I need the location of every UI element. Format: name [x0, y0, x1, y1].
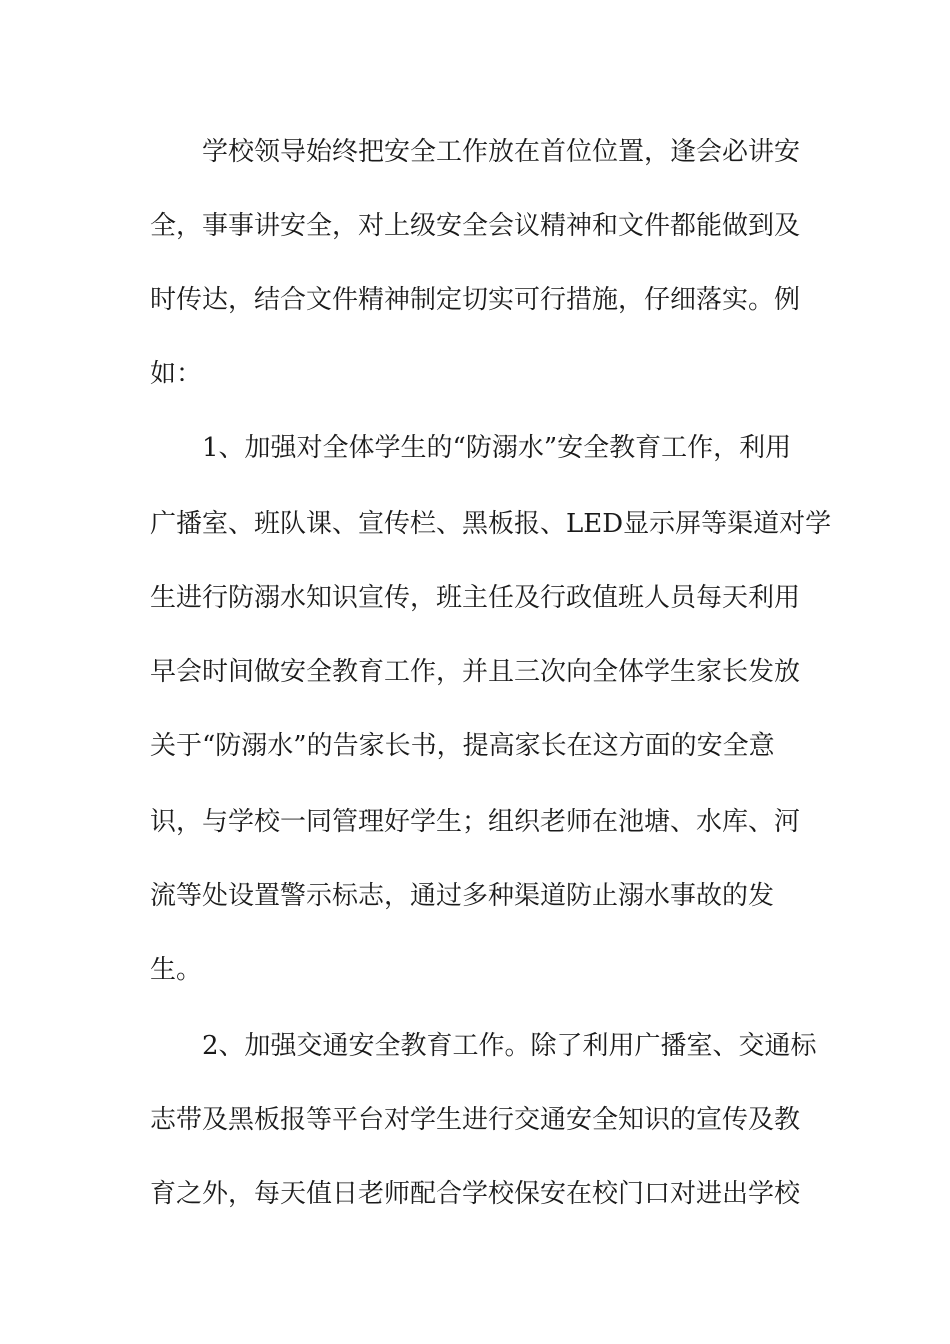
- paragraph-2-line-3: 生进行防溺水知识宣传，班主任及行政值班人员每天利用: [150, 583, 801, 613]
- paragraph-2-line-7: 流等处设置警示标志，通过多种渠道防止溺水事故的发: [150, 881, 775, 911]
- paragraph-3-line-1: 2、加强交通安全教育工作。除了利用广播室、交通标: [202, 1031, 817, 1061]
- paragraph-2-line-4: 早会时间做安全教育工作，并且三次向全体学生家长发放: [150, 657, 801, 687]
- paragraph-1-line-2: 全，事事讲安全，对上级安全会议精神和文件都能做到及: [150, 211, 801, 241]
- paragraph-2-line-1: 1、加强对全体学生的“防溺水”安全教育工作，利用: [202, 433, 792, 463]
- paragraph-2-line-6: 识，与学校一同管理好学生；组织老师在池塘、水库、河: [150, 807, 801, 837]
- paragraph-1-line-3: 时传达，结合文件精神制定切实可行措施，仔细落实。例: [150, 285, 801, 315]
- paragraph-2-line-2: 广播室、班队课、宣传栏、黑板报、LED显示屏等渠道对学: [150, 509, 832, 539]
- paragraph-1-line-4: 如：: [150, 359, 203, 389]
- paragraph-3-line-3: 育之外，每天值日老师配合学校保安在校门口对进出学校: [150, 1179, 801, 1209]
- paragraph-2-line-8: 生。: [150, 955, 203, 985]
- paragraph-1-line-1: 学校领导始终把安全工作放在首位位置，逢会必讲安: [202, 137, 801, 167]
- paragraph-2-line-5: 关于“防溺水”的告家长书，提高家长在这方面的安全意: [150, 731, 775, 761]
- paragraph-3-line-2: 志带及黑板报等平台对学生进行交通安全知识的宣传及教: [150, 1105, 801, 1135]
